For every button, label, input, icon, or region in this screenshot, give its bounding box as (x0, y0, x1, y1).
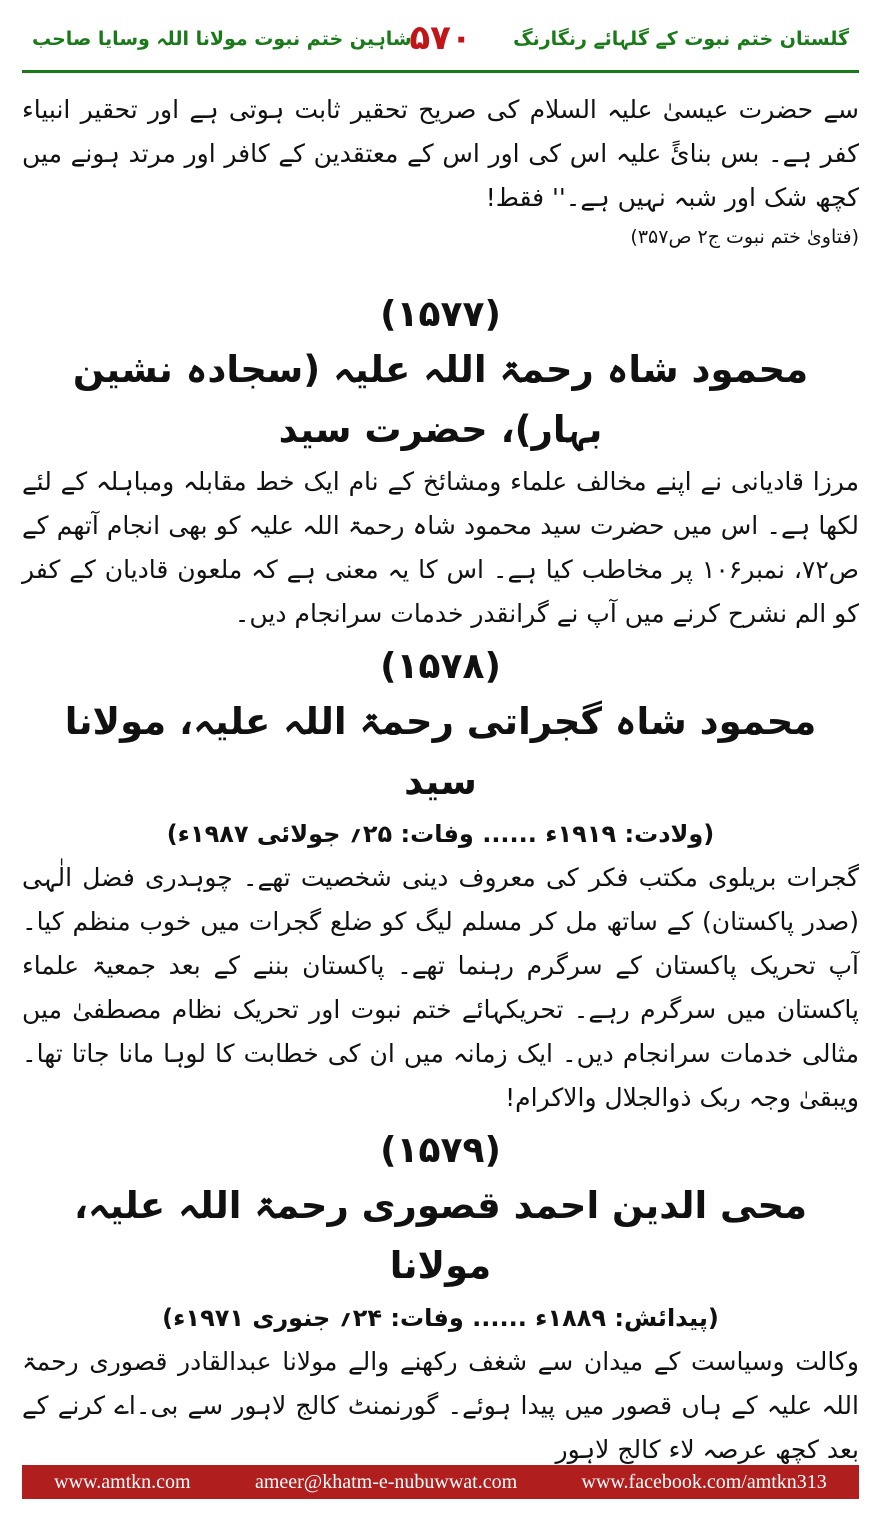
email-link[interactable]: ameer@khatm-e-nubuwwat.com (254, 1470, 518, 1493)
entry-paragraph: مرزا قادیانی نے اپنے مخالف علماء ومشائخ کے نام ایک خط مقابلہ ومباہلہ کے لئے لکھا ہے۔ اس میں حضرت سید محمود شاہ رحمۃ اللہ علیہ کو بھی انجام آتھم کے ص۷۲، نمبر۱۰۶ پر مخاطب کیا ہے۔ اس کا یہ معنی ہے کہ ملعون قادیان کے کفر کو الم نشرح کرنے میں آپ نے گرانقدر خدمات سرانجام دیں۔ (22, 467, 860, 628)
page-header (22, 18, 859, 66)
entry-dates: (ولادت: ۱۹۱۹ء ...... وفات: ۲۵؍ جولائی ۱۹۸۷ء) (166, 820, 715, 848)
entry-name: محی الدین احمد قصوری رحمۃ اللہ علیہ، مولانا (73, 1184, 808, 1287)
entry-name: محمود شاہ گجراتی رحمۃ اللہ علیہ، مولانا سید (64, 700, 817, 803)
entry-dates: (پیدائش: ۱۸۸۹ء ...... وفات: ۲۴؍ جنوری ۱۹۷۱ء) (162, 1304, 719, 1332)
website-link[interactable]: www.amtkn.com (54, 1470, 191, 1493)
intro-reference: (فتاویٰ ختم نبوت ج۲ ص۳۵۷) (630, 226, 859, 248)
entry-number: (۱۵۷۸) (380, 646, 501, 687)
facebook-link[interactable]: www.facebook.com/amtkn313 (581, 1470, 827, 1493)
entry-number: (۱۵۷۷) (380, 294, 501, 335)
header-book-title: گلستان ختم نبوت کے گلہائے رنگارنگ (513, 28, 849, 50)
entry-paragraph: گجرات بریلوی مکتب فکر کی معروف دینی شخصیت تھے۔ چوہدری فضل الٰہی (صدر پاکستان) کے ساتھ مل کر مسلم لیگ کو ضلع گجرات میں خوب منظم کیا۔ آپ تحریک پاکستان کے سرگرم رہنما تھے۔ پاکستان بننے کے بعد جمعیۃ علماء پاکستان میں سرگرم رہے۔ تحریکہائے ختم نبوت اور تحریک نظام مصطفیٰ میں مثالی خدمات سرانجام دیں۔ ایک زمانہ میں ان کی خطابت کا لوہا مانا جاتا تھا۔ ویبقیٰ وجہ ربک ذوالجلال والاکرام! (22, 863, 859, 1112)
page-number: ۵۷۰ (409, 18, 472, 58)
entry-number: (۱۵۷۹) (380, 1130, 501, 1171)
entry-paragraph: وکالت وسیاست کے میدان سے شغف رکھنے والے مولانا عبدالقادر قصوری رحمۃ اللہ علیہ کے ہاں قصور میں پیدا ہوئے۔ گورنمنٹ کالج لاہور سے بی۔اے کرنے کے بعد کچھ عرصہ لاء کالج لاہور (22, 1347, 859, 1464)
page-content (22, 88, 859, 1472)
intro-paragraph: سے حضرت عیسیٰ علیہ السلام کی صریح تحقیر ثابت ہوتی ہے اور تحقیر انبیاء کفر ہے۔ بس بنائً علیہ اس کی اور اس کے معتقدین کے کافر اور مرتد ہونے میں کچھ شک اور شبہ نہیں ہے۔'' فقط! (22, 95, 859, 212)
header-divider (22, 70, 859, 73)
page-footer (22, 1465, 859, 1499)
entry-name: محمود شاہ رحمۃ اللہ علیہ (سجادہ نشین بہار)، حضرت سید (72, 348, 809, 451)
header-author-title: شاہین ختم نبوت مولانا اللہ وسایا صاحب (32, 28, 412, 50)
